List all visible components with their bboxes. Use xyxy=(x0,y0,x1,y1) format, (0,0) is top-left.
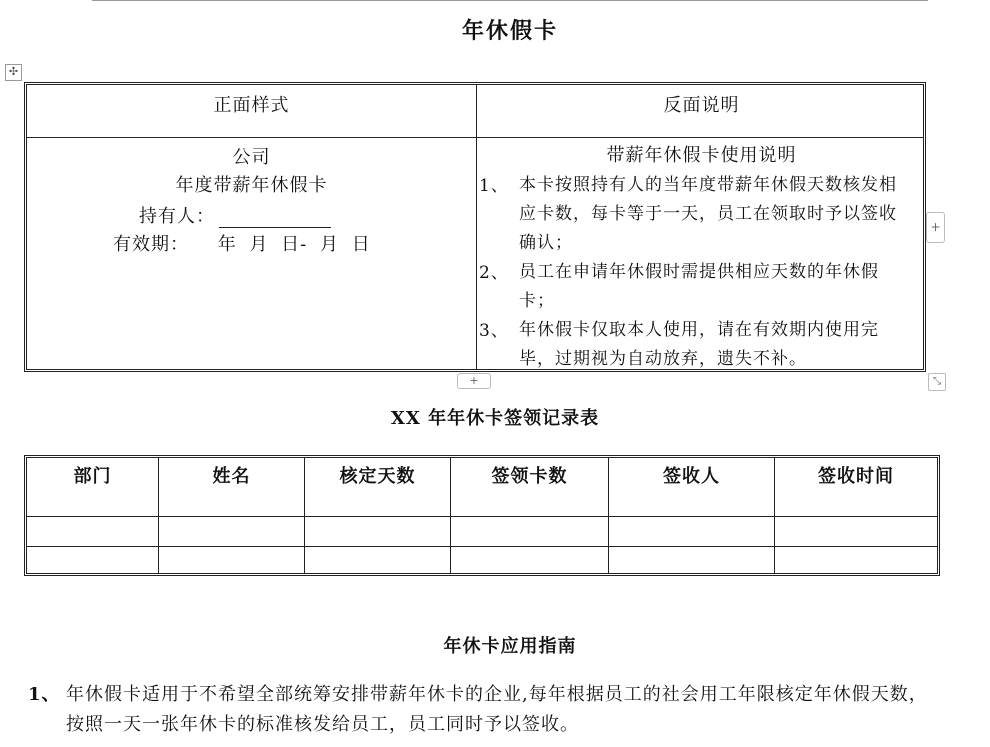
holder-row xyxy=(139,202,331,228)
column-header-signer: 签收人 xyxy=(663,466,720,487)
add-row-plus-icon[interactable]: + xyxy=(457,373,491,389)
add-column-plus-icon[interactable]: + xyxy=(926,212,945,243)
card-table xyxy=(24,82,926,372)
validity-row xyxy=(113,230,371,256)
rule-text: 本卡按照持有人的当年度带薪年休假天数核发相应卡数，每卡等于一天，员工在领取时予以签收确认； xyxy=(519,175,897,253)
usage-title: 带薪年休假卡使用说明 xyxy=(606,145,797,166)
validity-label: 有效期： xyxy=(113,234,189,255)
guide-number: 1、 xyxy=(28,684,61,705)
holder-label: 持有人： xyxy=(139,206,215,227)
table-row[interactable] xyxy=(27,517,937,546)
rule-number: 2、 xyxy=(479,263,509,283)
record-table-title: XX 年年休卡签领记录表 xyxy=(390,408,600,429)
guide-text: 年休假卡适用于不希望全部统筹安排带薪年休卡的企业,每年根据员工的社会用工年限核定年休假天数，按照一天一张年休卡的标准核发给员工，员工同时予以签收。 xyxy=(66,684,928,735)
rule-number: 1、 xyxy=(479,176,509,196)
table-resize-icon[interactable]: ⤡ xyxy=(928,373,946,391)
rule-number: 3、 xyxy=(479,321,509,341)
card-name: 年度带薪年休假卡 xyxy=(175,175,328,196)
guide-title: 年休卡应用指南 xyxy=(443,636,577,657)
table-move-handle-icon[interactable]: ✣ xyxy=(5,64,22,81)
column-header-cards-received: 签领卡数 xyxy=(491,466,568,487)
rule-text: 员工在申请年休假时需提供相应天数的年休假卡； xyxy=(519,262,879,311)
table-row[interactable] xyxy=(27,547,937,574)
company-label: 公司 xyxy=(232,147,271,168)
page-top-rule xyxy=(92,0,928,1)
validity-value: 年 月 日- 月 日 xyxy=(217,234,371,255)
column-header-approved-days: 核定天数 xyxy=(339,466,416,487)
rule-text: 年休假卡仅取本人使用，请在有效期内使用完毕，过期视为自动放弃，遗失不补。 xyxy=(519,320,879,369)
front-style-header: 正面样式 xyxy=(213,95,290,116)
holder-blank-line xyxy=(219,209,331,228)
back-desc-header: 反面说明 xyxy=(663,95,740,116)
record-table xyxy=(24,455,940,576)
column-header-department: 部门 xyxy=(73,466,112,487)
column-header-name: 姓名 xyxy=(212,466,251,487)
page-title: 年休假卡 xyxy=(461,18,558,44)
column-header-sign-time: 签收时间 xyxy=(818,466,894,487)
